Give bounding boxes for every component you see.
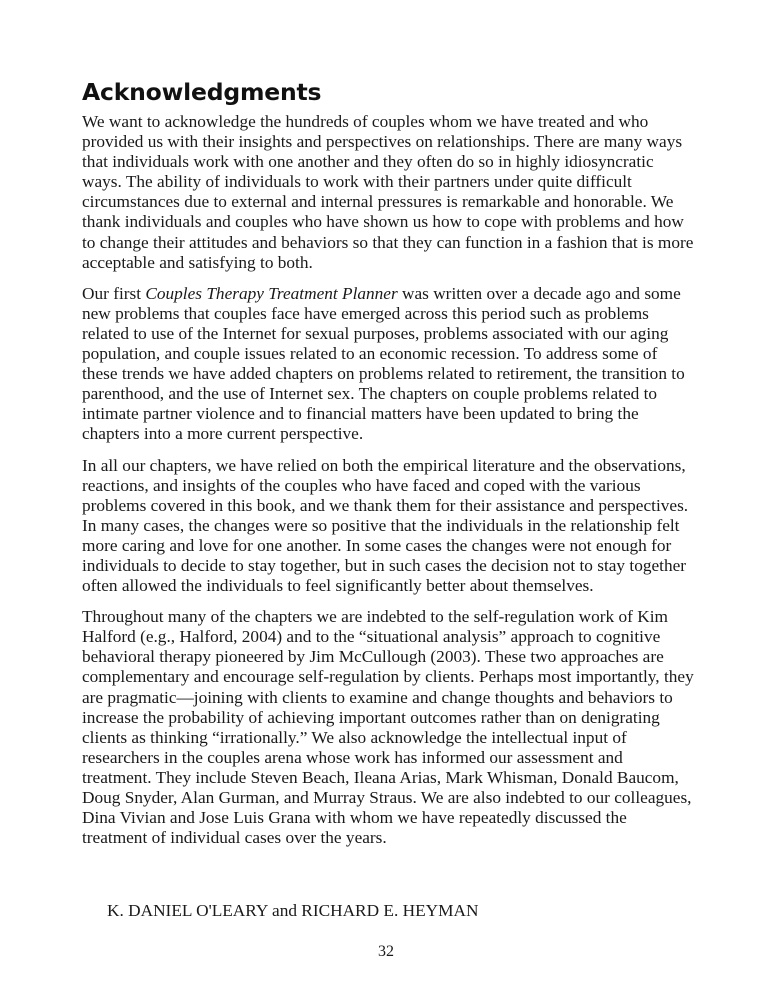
paragraph-2-text-end: was written over a decade ago and some new problems that couples face have emerged across this period such as problems related to use of the Internet for sexual purposes, problems associated with our aging population, and couple issues related to an economic recession. To address some of these trends we have added chapters on problems related to retirement, the transition to parenthood, and the use of Internet sex. The chapters on couple problems related to intimate partner violence and to financial matters have been updated to bring the chapters into a more current perspective. xyxy=(82,283,685,444)
paragraph-3: In all our chapters, we have relied on both the empirical literature and the observations, reactions, and insights of the couples who have faced and coped with the various problems covered in this book, and we thank them for their assistance and perspectives. In many cases, the changes were so positive that the individuals in the relationship felt more caring and love for one another. In some cases the changes were not enough for individuals to decide to stay together, but in such cases the decision not to stay together often allowed the individuals to feel significantly better about themselves. xyxy=(82,455,689,596)
paragraph-2 xyxy=(82,284,694,445)
author-signature: K. DANIEL O'LEARY and RICHARD E. HEYMAN xyxy=(107,901,479,920)
page-number: 32 xyxy=(378,943,394,960)
page-title: Acknowledgments xyxy=(82,78,322,106)
paragraph-2-text-start: Our first xyxy=(82,283,146,303)
paragraph-1: We want to acknowledge the hundreds of couples whom we have treated and who provided us with their insights and perspectives on relationships. There are many ways that individuals work with one another and they often do so in highly idiosyncratic ways. The ability of individuals to work with their partners under quite difficult circumstances due to external and internal pressures is remarkable and honorable. We thank individuals and couples who have shown us how to cope with problems and how to change their attitudes and behaviors so that they can function in a fashion that is more acceptable and satisfying to both. xyxy=(82,112,694,272)
paragraph-4: Throughout many of the chapters we are indebted to the self-regulation work of Kim Halford (e.g., Halford, 2004) and to the “situational analysis” approach to cognitive behavioral therapy pioneered by Jim McCullough (2003). These two approaches are complementary and encourage self-regulation by clients. Perhaps most importantly, they are pragmatic—joining with clients to examine and change thoughts and behaviors to increase the probability of achieving important outcomes rather than on denigrating clients as thinking “irrationally.” We also acknowledge the intellectual input of researchers in the couples arena whose work has informed our assessment and treatment. They include Steven Beach, Ileana Arias, Mark Whisman, Donald Baucom, Doug Snyder, Alan Gurman, and Murray Straus. We are also indebted to our colleagues, Dina Vivian and Jose Luis Grana with whom we have repeatedly discussed the treatment of individual cases over the years. xyxy=(82,607,694,848)
acknowledgments-section xyxy=(82,78,694,859)
book-title: Couples Therapy Treatment Planner xyxy=(145,283,398,303)
